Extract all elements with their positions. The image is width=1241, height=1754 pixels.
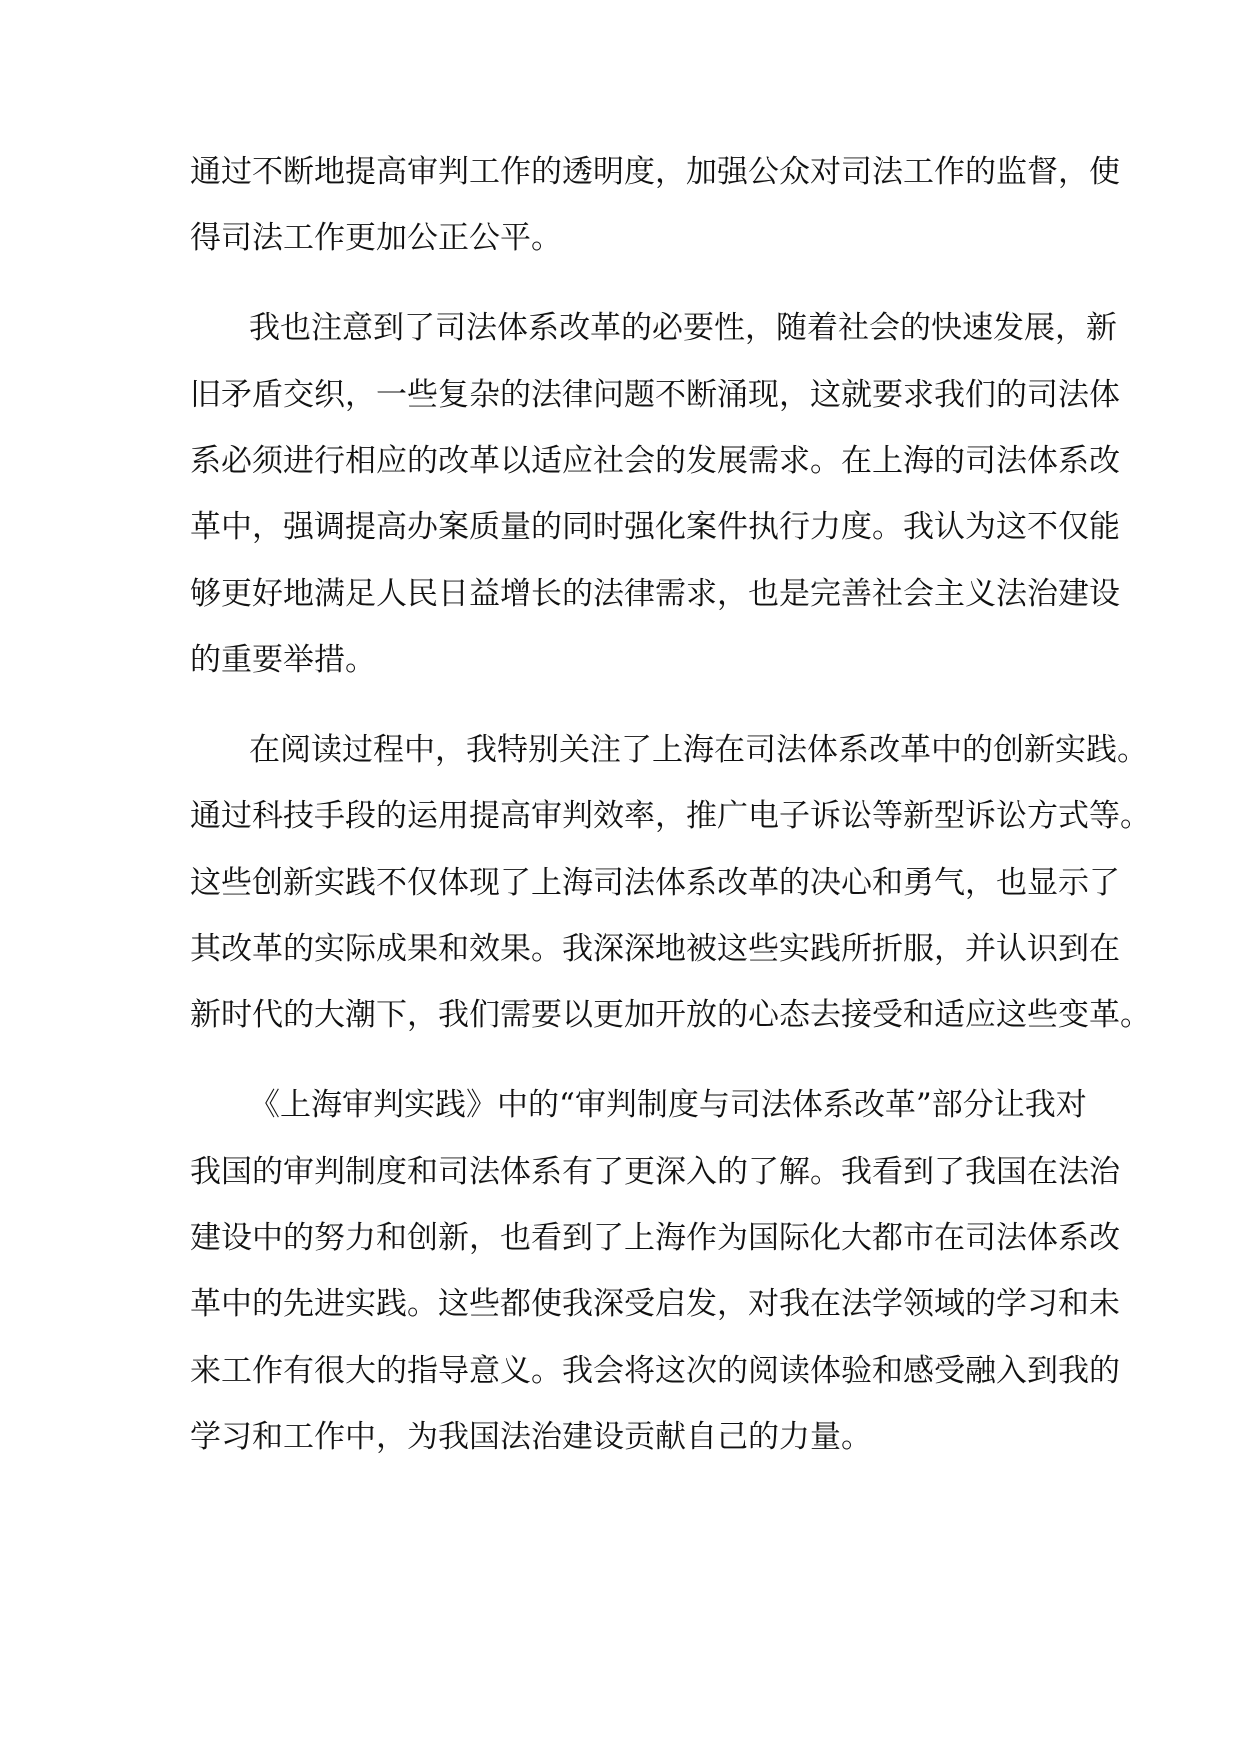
text-line: 旧矛盾交织，一些复杂的法律问题不断涌现，这就要求我们的司法体 [190,377,1120,413]
paragraph-start-line: 在阅读过程中，我特别关注了上海在司法体系改革中的创新实践。 [249,732,1148,768]
text-line: 这些创新实践不仅体现了上海司法体系改革的决心和勇气，也显示了 [190,865,1120,901]
text-line: 系必须进行相应的改革以适应社会的发展需求。在上海的司法体系改 [190,443,1120,479]
text-line: 通过不断地提高审判工作的透明度，加强公众对司法工作的监督，使 [190,154,1120,190]
text-line: 我国的审判制度和司法体系有了更深入的了解。我看到了我国在法治 [190,1154,1120,1190]
text-line: 够更好地满足人民日益增长的法律需求，也是完善社会主义法治建设 [190,576,1120,612]
paragraph-start-line: 我也注意到了司法体系改革的必要性，随着社会的快速发展，新 [249,310,1117,346]
text-line: 建设中的努力和创新，也看到了上海作为国际化大都市在司法体系改 [190,1220,1120,1256]
text-line: 得司法工作更加公正公平。 [190,220,562,256]
text-line: 新时代的大潮下，我们需要以更加开放的心态去接受和适应这些变革。 [190,997,1151,1033]
text-line: 来工作有很大的指导意义。我会将这次的阅读体验和感受融入到我的 [190,1353,1120,1389]
text-line: 革中的先进实践。这些都使我深受启发，对我在法学领域的学习和未 [190,1286,1120,1322]
paragraph-start-line: 《上海审判实践》中的“审判制度与司法体系改革”部分让我对 [249,1087,1087,1123]
text-line: 的重要举措。 [190,642,376,678]
text-line: 学习和工作中，为我国法治建设贡献自己的力量。 [190,1419,872,1455]
text-line: 通过科技手段的运用提高审判效率，推广电子诉讼等新型诉讼方式等。 [190,798,1151,834]
text-line: 革中，强调提高办案质量的同时强化案件执行力度。我认为这不仅能 [190,509,1120,545]
text-line: 其改革的实际成果和效果。我深深地被这些实践所折服，并认识到在 [190,931,1120,967]
